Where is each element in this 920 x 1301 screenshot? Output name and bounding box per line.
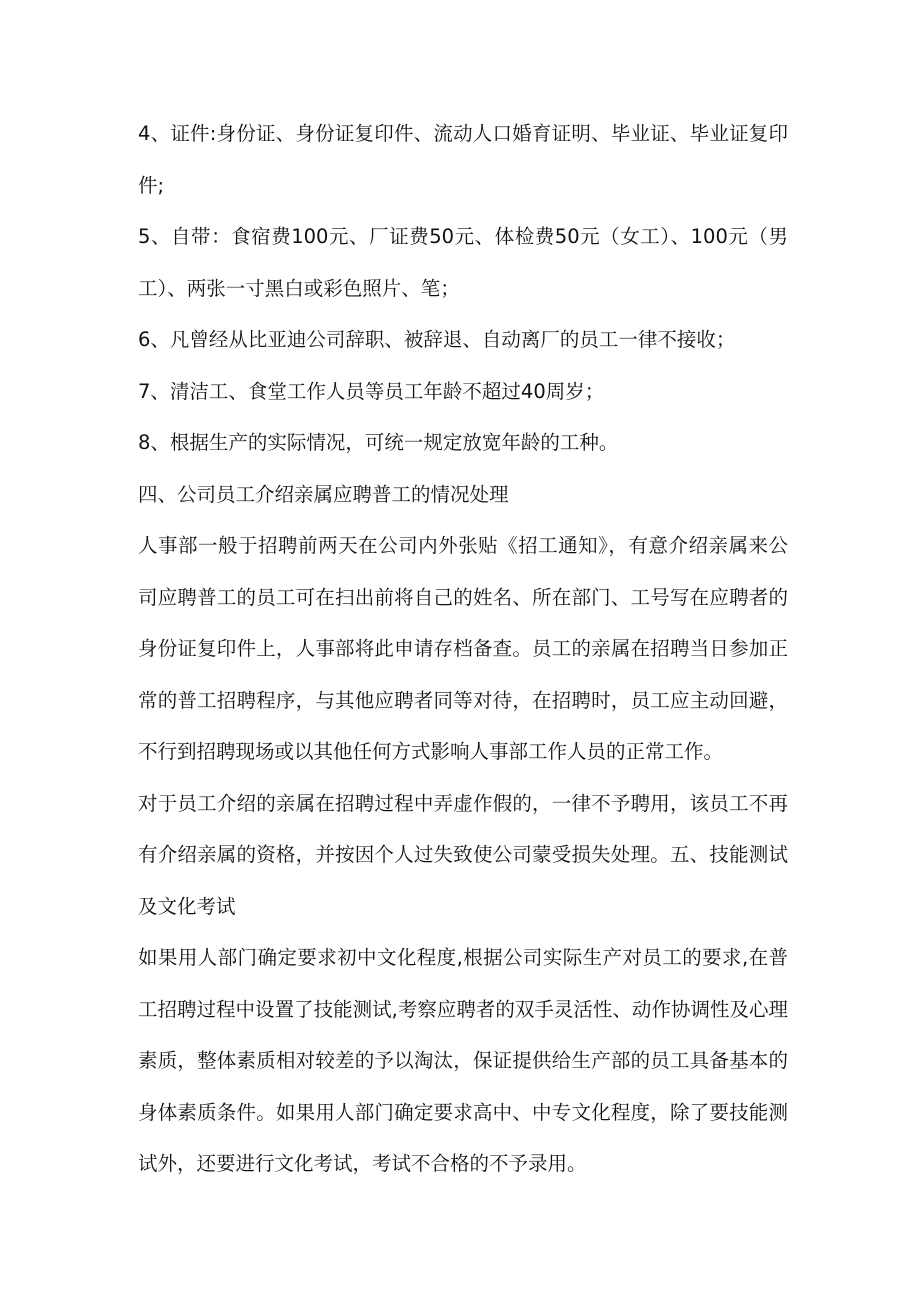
list-item-age-limit: 7、清洁工、食堂工作人员等员工年龄不超过40周岁； xyxy=(138,379,605,403)
paragraph-skills-test: 如果用人部门确定要求初中文化程度,根据公司实际生产对员工的要求,在普工招聘过程中设置了技能测试,考察应聘者的双手灵活性、动作协调性及心理素质，整体素质相对较差的予以淘汰，保证提供给生产部的员工具备基本的身体素质条件。如果用人部门确定要求高中、中专文化程度，除了要技能测试外，还要进行文化考试，考试不合格的不予录用。 xyxy=(138,946,788,1175)
section-heading-referral: 四、公司员工介绍亲属应聘普工的情况处理 xyxy=(138,482,509,506)
list-item-rehire-rule: 6、凡曾经从比亚迪公司辞职、被辞退、自动离厂的员工一律不接收； xyxy=(138,328,736,351)
list-item-self-provided: 5、自带：食宿费100元、厂证费50元、体检费50元（女工）、100元（男工）、两张一寸黑白或彩色照片、笔； xyxy=(138,225,788,300)
document-body xyxy=(138,108,788,1190)
paragraph-referral-fraud: 对于员工介绍的亲属在招聘过程中弄虚作假的，一律不予聘用，该员工不再有介绍亲属的资格，并按因个人过失致使公司蒙受损失处理。五、技能测试及文化考试 xyxy=(138,791,788,918)
list-item-documents: 4、证件:身份证、身份证复印件、流动人口婚育证明、毕业证、毕业证复印件; xyxy=(138,122,788,197)
list-item-age-exception: 8、根据生产的实际情况，可统一规定放宽年龄的工种。 xyxy=(138,431,619,454)
paragraph-referral-process: 人事部一般于招聘前两天在公司内外张贴《招工通知》，有意介绍亲属来公司应聘普工的员工可在扫出前将自己的姓名、所在部门、工号写在应聘者的身份证复印件上，人事部将此申请存档备查。员工的亲属在招聘当日参加正常的普工招聘程序，与其他应聘者同等对待，在招聘时，员工应主动回避，不行到招聘现场或以其他任何方式影响人事部工作人员的正常工作。 xyxy=(138,534,788,763)
